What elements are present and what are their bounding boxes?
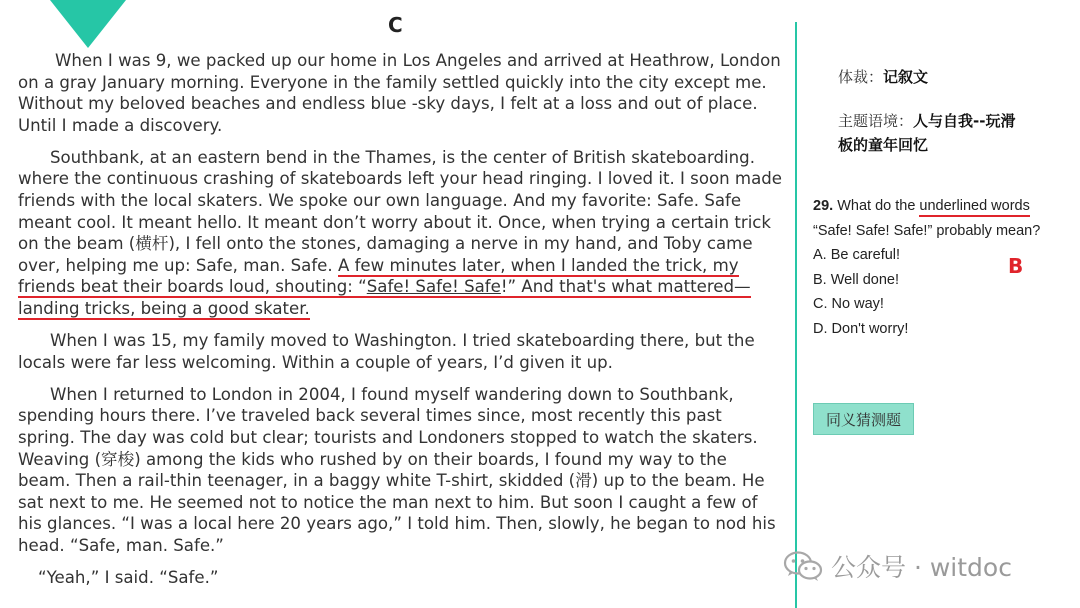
option-c: C. No way! xyxy=(813,296,884,312)
genre-value: 记叙文 xyxy=(883,68,929,86)
answer-mark: B xyxy=(1008,254,1024,278)
watermark-text: 公众号 · witdoc xyxy=(831,553,1012,582)
genre-line xyxy=(838,66,928,87)
underlined-words: Safe! Safe! Safe xyxy=(366,277,501,297)
paragraph-1: When I was 9, we packed up our home in Los Angeles and arrived at Heathrow, London on a gray January morning. Everyone in the family settled quickly into the city except me. Without my beloved beaches and endless blue -sky days, I felt at a loss and out of place. Until I made a discovery. xyxy=(18,51,781,135)
theme-label: 主题语境： xyxy=(838,112,914,130)
theme-line xyxy=(838,109,1015,157)
question-underlined-words: underlined words xyxy=(919,198,1029,217)
genre-label: 体裁： xyxy=(838,68,884,86)
question-stem xyxy=(813,194,1063,243)
question-number: 29. xyxy=(813,198,834,214)
reading-passage xyxy=(18,50,783,599)
question-block xyxy=(813,194,1063,341)
section-letter: C xyxy=(388,13,403,37)
option-b: B. Well done! xyxy=(813,271,899,288)
watermark xyxy=(783,548,1012,584)
highlighted-part-1: A few minutes later, when I landed the trick, my friends beat their boards loud, shouting: “ xyxy=(18,255,739,297)
option-a: A. Be careful! xyxy=(813,247,901,263)
theme-value-1: 人与自我--玩滑 xyxy=(913,112,1016,130)
paragraph-5: “Yeah,” I said. “Safe.” xyxy=(38,568,219,588)
paragraph-2-text: Southbank, at an eastern bend in the Thames, is the center of British skateboarding. where the continuous crashing of skateboards left your head ringing. I loved it. I soon made friends with the local skaters. We spoke our own language. And my favorite: Safe. Safe meant cool. It meant hello. It meant don’t worry about it. Once, when trying a certain trick on the beam (横杆), I fell onto the stones, damaging a nerve in my hand, and Toby came over, helping me up: Safe, man. Safe. xyxy=(18,147,782,275)
question-stem-part-2: “Safe! Safe! Safe!” probably mean? xyxy=(813,222,1041,239)
corner-triangle xyxy=(50,0,126,48)
option-d: D. Don't worry! xyxy=(813,320,909,337)
wechat-icon xyxy=(783,550,823,582)
highlighted-part-2: !” And that's what mattered—landing tricks, being a good skater. xyxy=(18,277,751,319)
paragraph-4: When I returned to London in 2004, I found myself wandering down to Southbank, spending hours there. I’ve traveled back several times since, most recently this past spring. The day was cold but clear; tourists and Londoners stopped to watch the skaters. Weaving (穿梭) among the kids who rushed by on their boards, I found my way to the beam. Then a rail-thin teenager, in a baggy white T-shirt, skidded (滑) up to the beam. He sat next to me. He seemed not to notice the man next to him. But soon I caught a few of his glances. “I was a local here 20 years ago,” I told him. Then, slowly, he began to nod his head. “Safe, man. Safe.” xyxy=(18,384,776,555)
paragraph-3: When I was 15, my family moved to Washington. I tried skateboarding there, but the locals were far less welcoming. Within a couple of years, I’d given it up. xyxy=(18,331,755,372)
paragraph-2 xyxy=(18,147,783,320)
question-stem-part-1: What do the xyxy=(833,198,920,214)
vertical-divider xyxy=(795,22,797,608)
question-type-button[interactable]: 同义猜测题 xyxy=(813,403,914,435)
theme-value-2: 板的童年回忆 xyxy=(838,136,929,154)
